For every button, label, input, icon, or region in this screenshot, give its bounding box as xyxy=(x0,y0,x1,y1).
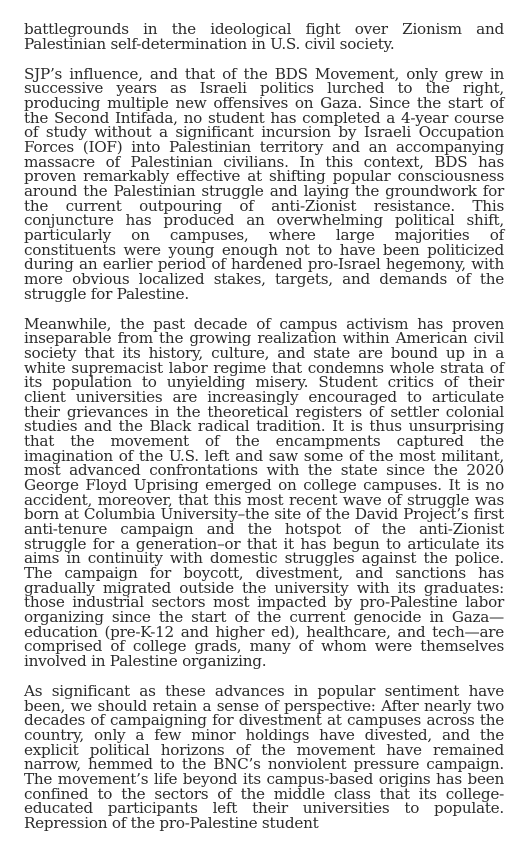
paragraph-4: As significant as these advances in popular sentiment have been, we should retain a sense of perspective: After nearly two decades of campaigning for divestment at campuses across the country, only a few minor holdings have divested, and the explicit political horizons of the movement have remained narrow, hemmed to the BNC’s nonviolent pressure campaign. The movement’s life beyond its campus-based origins has been confined to the sectors of the middle class that its college-educated participants left their universities to populate. Repression of the pro-Palestine student xyxy=(24,682,504,832)
paragraph-1: battlegrounds in the ideological fight over Zionism and Palestinian self-determination in U.S. civil society. xyxy=(24,20,504,53)
paragraph-2: SJP’s influence, and that of the BDS Movement, only grew in successive years as Israeli politics lurched to the right, producing multiple new offensives on Gaza. Since the start of the Second Intifada, no student has completed a 4-year course of study without a significant incursion by Israeli Occupation Forces (IOF) into Palestinian territory and an accompanying massacre of Palestinian civilians. In this context, BDS has proven remarkably effective at shifting popular consciousness around the Palestinian struggle and laying the groundwork for the current outpouring of anti-Zionist resistance. This conjuncture has produced an overwhelming political shift, particularly on campuses, where large majorities of constituents were young enough not to have been politicized during an earlier period of hardened pro-Israel hegemony, with more obvious localized stakes, targets, and demands of the struggle for Palestine. xyxy=(24,64,504,303)
paragraph-3: Meanwhile, the past decade of campus activism has proven inseparable from the growing realization within American civil society that its history, culture, and state are bound up in a white supremacist labor regime that condemns whole strata of its population to unyielding misery. Student critics of their client universities are increasingly encouraged to articulate their grievances in the theoretical registers of settler colonial studies and the Black radical tradition. It is thus unsurprising that the movement of the encampments captured the imagination of the U.S. left and saw some of the most militant, most advanced confrontations with the state since the 2020 George Floyd Uprising emerged on college campuses. It is no accident, moreover, that this most recent wave of struggle was born at Columbia University–the site of the David Project’s first anti-tenure campaign and the hotspot of the anti-Zionist struggle for a generation–or that it has begun to articulate its aims in continuity with domestic struggles against the police. The campaign for boycott, divestment, and sanctions has gradually migrated outside the university with its graduates: those industrial sectors most impacted by pro-Palestine labor organizing since the start of the current genocide in Gaza—education (pre-K-12 and higher ed), healthcare, and tech—are comprised of college grads, many of whom were themselves involved in Palestine organizing. xyxy=(24,314,504,670)
document-page xyxy=(24,22,504,846)
